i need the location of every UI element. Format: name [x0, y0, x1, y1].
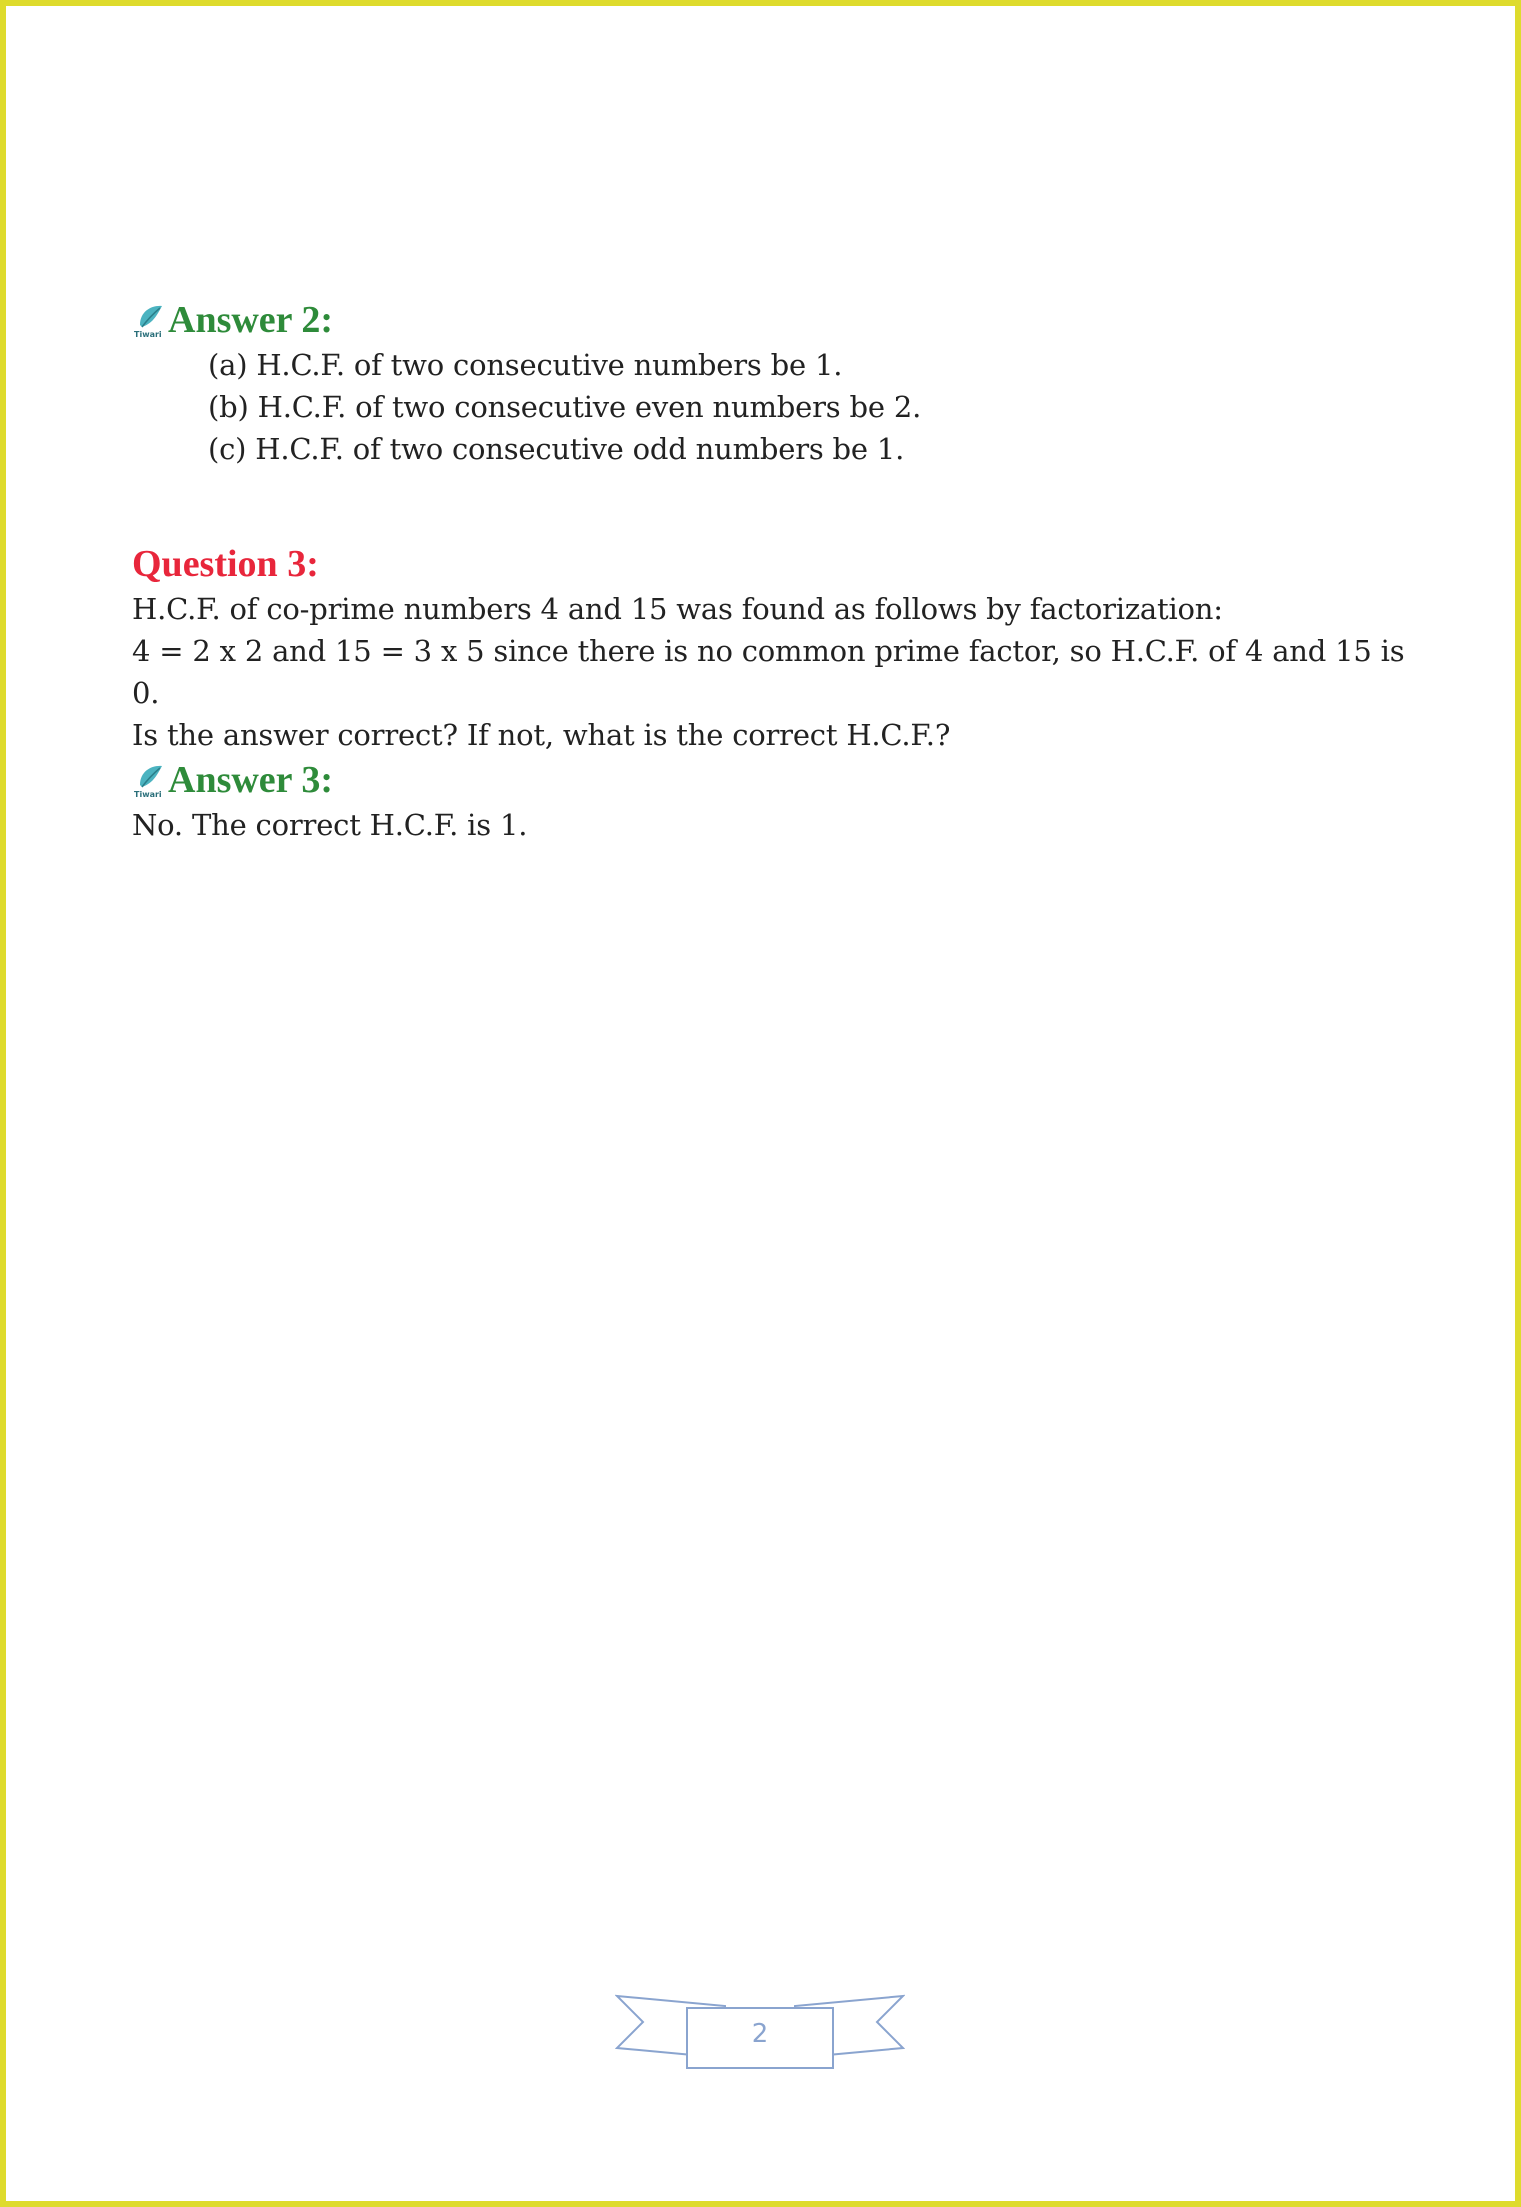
answer-2-line-b: (b) H.C.F. of two consecutive even numbers be 2. — [208, 390, 922, 424]
page-content — [132, 296, 1412, 846]
svg-text:Tiwari: Tiwari — [134, 330, 162, 339]
tiwari-logo-icon — [132, 303, 164, 341]
answer-3-heading — [132, 756, 1412, 804]
question-3-title: Question 3: — [132, 543, 319, 585]
answer-3-line-1: No. The correct H.C.F. is 1. — [132, 808, 528, 842]
answer-2-heading — [132, 296, 1412, 344]
svg-text:Tiwari: Tiwari — [134, 790, 162, 799]
answer-2-line-c: (c) H.C.F. of two consecutive odd numbers be 1. — [208, 432, 905, 466]
answer-2-line-a: (a) H.C.F. of two consecutive numbers be 1. — [208, 348, 843, 382]
question-3-heading — [132, 540, 1412, 588]
page-number: 2 — [751, 2019, 769, 2049]
question-3-line-3: Is the answer correct? If not, what is the correct H.C.F.? — [132, 718, 951, 752]
question-3-line-2: 4 = 2 x 2 and 15 = 3 x 5 since there is no common prime factor, so H.C.F. of 4 and 15 is 0. — [132, 634, 1405, 710]
answer-2-title: Answer 2: — [168, 299, 334, 341]
question-3-line-1: H.C.F. of co-prime numbers 4 and 15 was found as follows by factorization: — [132, 592, 1223, 626]
answer-3-title: Answer 3: — [168, 759, 334, 801]
tiwari-logo-icon — [132, 763, 164, 801]
